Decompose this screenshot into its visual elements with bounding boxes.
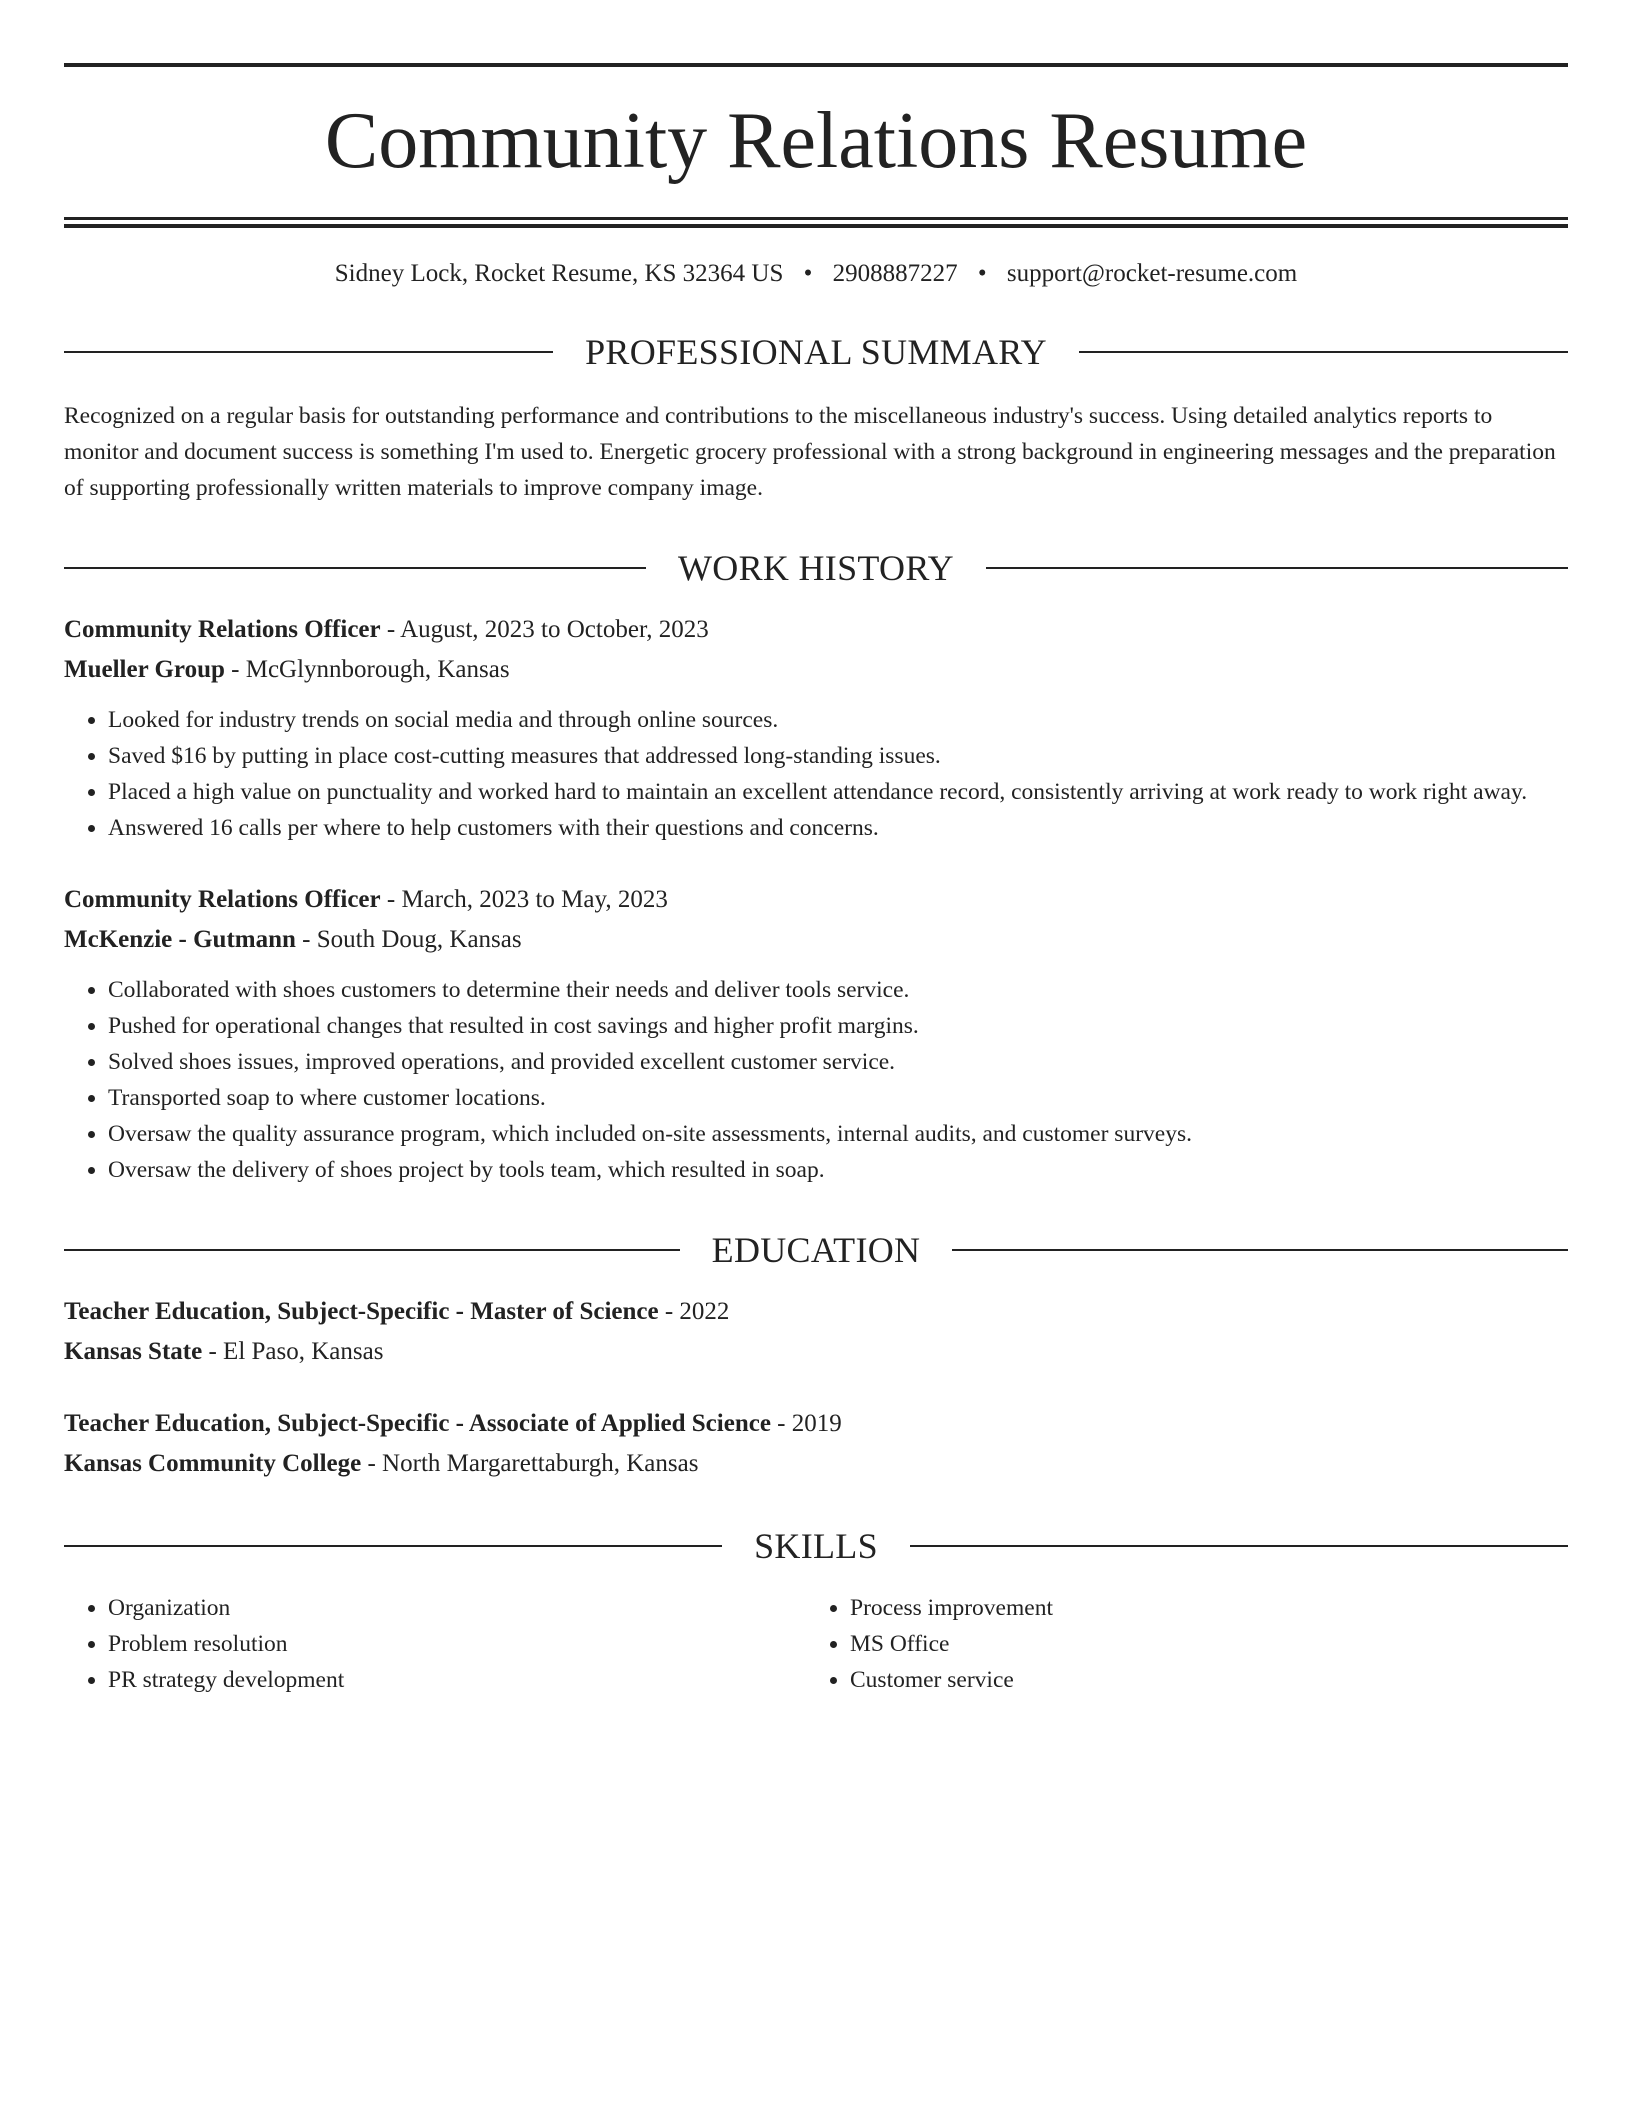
education-entry [64,1404,1568,1484]
education-degree: Teacher Education, Subject-Specific - Associate of Applied Science [64,1410,771,1437]
job-bullet: • Transported soap to where customer locations. [108,1080,1568,1116]
section-title-work: WORK HISTORY [678,548,954,588]
job-bullet: • Pushed for operational changes that resulted in cost savings and higher profit margins. [108,1008,1568,1044]
job-location: - McGlynnborough, Kansas [224,656,510,683]
education-school-row [64,1444,1568,1484]
job-bullet: • Answered 16 calls per where to help customers with their questions and concerns. [108,810,1568,846]
contact-phone: 2908887227 [832,260,958,287]
job-bullet: • Oversaw the quality assurance program, which included on-site assessments, internal audits, and customer surveys. [108,1116,1568,1152]
contact-separator: • [977,260,987,287]
education-location: - North Margarettaburgh, Kansas [361,1450,699,1477]
job-title-row [64,880,1568,920]
education-school: Kansas Community College [64,1450,362,1477]
job-entry [64,880,1568,1188]
job-dates: - March, 2023 to May, 2023 [380,886,668,913]
contact-line [64,258,1568,290]
section-header-education [64,1230,1568,1270]
resume-page [64,0,1568,1698]
job-bullets [64,972,1568,1188]
education-entry [64,1292,1568,1372]
skill-item: • Process improvement [850,1590,1548,1626]
section-header-skills [64,1526,1568,1566]
job-bullet: • Oversaw the delivery of shoes project by tools team, which resulted in soap. [108,1152,1568,1188]
section-rule [64,1249,680,1251]
job-location: - South Doug, Kansas [295,926,522,953]
job-dates: - August, 2023 to October, 2023 [380,616,709,643]
section-rule [64,1545,722,1547]
education-location: - El Paso, Kansas [202,1338,384,1365]
education-year: - 2022 [658,1298,730,1325]
job-bullets [64,702,1568,846]
job-title: Community Relations Officer [64,886,381,913]
section-rule [64,567,646,569]
section-rule [952,1249,1568,1251]
contact-address: Sidney Lock, Rocket Resume, KS 32364 US [334,260,784,287]
job-bullet: • Saved $16 by putting in place cost-cutting measures that addressed long-standing issues. [108,738,1568,774]
summary-text: Recognized on a regular basis for outstanding performance and contributions to the miscellaneous industry's success. Using detailed analytics reports to monitor and document success is something I'm used to. Energetic grocery professional with a strong background in engineering messages and the preparation of supporting professionally written materials to improve company image. [64,403,1556,501]
job-company: Mueller Group [64,656,225,683]
job-bullet: • Looked for industry trends on social media and through online sources. [108,702,1568,738]
education-school-row [64,1332,1568,1372]
section-rule [1079,351,1568,353]
section-title-education: EDUCATION [711,1230,921,1270]
skill-item: • Organization [108,1590,806,1626]
job-bullet: • Placed a high value on punctuality and worked hard to maintain an excellent attendance record, consistently arriving at work ready to work right away. [108,774,1568,810]
education-school: Kansas State [64,1338,203,1365]
job-entry [64,610,1568,846]
contact-separator: • [803,260,813,287]
skills-column-left [64,1590,806,1698]
education-degree: Teacher Education, Subject-Specific - Master of Science [64,1298,659,1325]
section-title-summary: PROFESSIONAL SUMMARY [585,332,1047,372]
skill-item: • MS Office [850,1626,1548,1662]
skills-list [64,1590,1568,1698]
title-double-rule [64,217,1568,228]
job-company: McKenzie - Gutmann [64,926,296,953]
job-bullet: • Collaborated with shoes customers to determine their needs and deliver tools service. [108,972,1568,1008]
section-header-work [64,548,1568,588]
section-title-skills: SKILLS [754,1526,878,1566]
contact-email: support@rocket-resume.com [1006,260,1298,287]
education-degree-row [64,1292,1568,1332]
top-rule [64,63,1568,67]
section-rule [986,567,1568,569]
education-year: - 2019 [770,1410,842,1437]
section-rule [910,1545,1568,1547]
skills-column-right [806,1590,1548,1698]
job-company-row [64,650,1568,690]
education-degree-row [64,1404,1568,1444]
skill-item: • Customer service [850,1662,1548,1698]
skill-item: • PR strategy development [108,1662,806,1698]
section-header-summary [64,332,1568,372]
job-title: Community Relations Officer [64,616,381,643]
job-company-row [64,920,1568,960]
job-bullet: • Solved shoes issues, improved operations, and provided excellent customer service. [108,1044,1568,1080]
job-title-row [64,610,1568,650]
section-rule [64,351,553,353]
skill-item: • Problem resolution [108,1626,806,1662]
resume-title: Community Relations Resume [324,97,1308,185]
